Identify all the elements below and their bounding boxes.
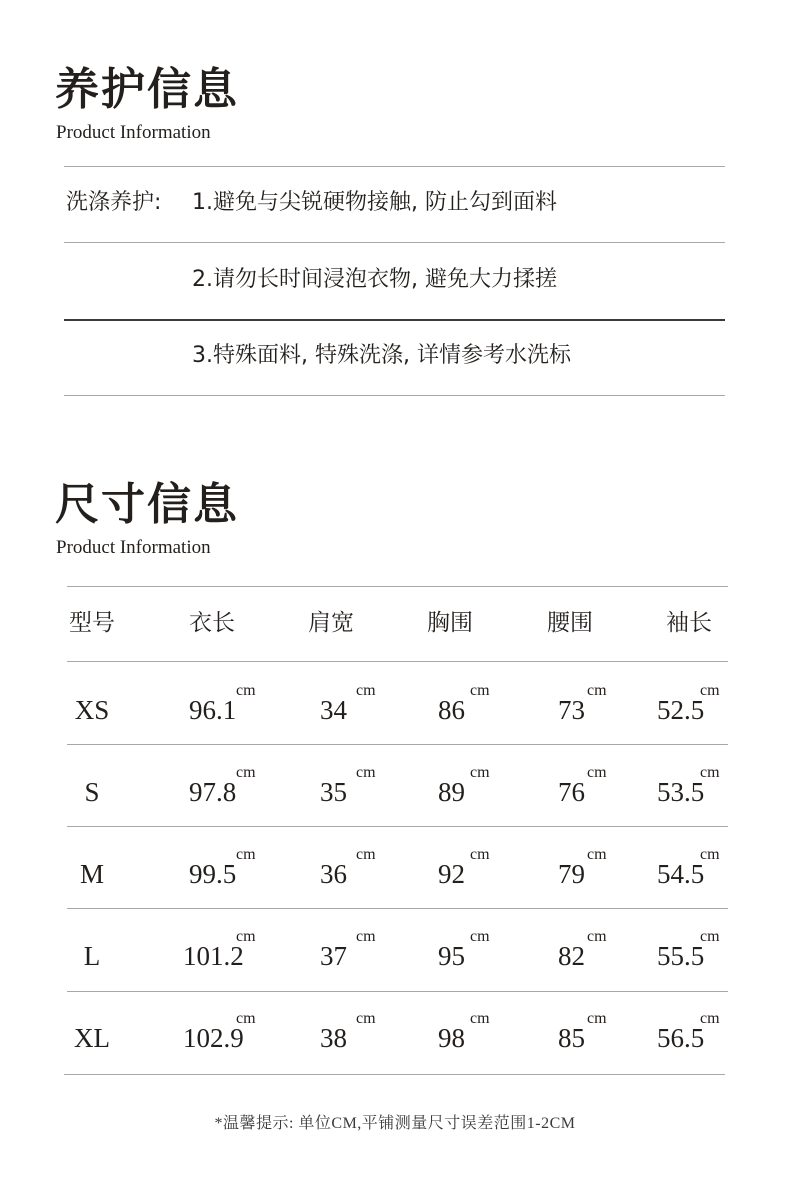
unit-label: cm xyxy=(236,764,256,781)
divider xyxy=(67,991,728,992)
divider xyxy=(64,242,725,243)
header-shoulder: 肩宽 xyxy=(308,610,354,636)
unit-label: cm xyxy=(236,928,256,945)
unit-label: cm xyxy=(587,846,607,863)
care-item-2: 2.请勿长时间浸泡衣物, 避免大力揉搓 xyxy=(192,267,557,292)
unit-label: cm xyxy=(356,1010,376,1027)
row-value: 53.5 xyxy=(657,777,705,807)
unit-label: cm xyxy=(587,682,607,699)
header-length: 衣长 xyxy=(189,610,235,636)
header-chest: 胸围 xyxy=(427,610,473,636)
unit-label: cm xyxy=(700,928,720,945)
row-value: 95 xyxy=(438,941,465,971)
unit-label: cm xyxy=(356,764,376,781)
care-section-title: 养护信息 xyxy=(55,64,239,115)
divider xyxy=(67,826,728,827)
row-value: 73 xyxy=(558,695,585,725)
row-value: 89 xyxy=(438,777,465,807)
row-value: 96.1 xyxy=(189,695,237,725)
care-item-1: 1.避免与尖锐硬物接触, 防止勾到面料 xyxy=(192,190,557,215)
unit-label: cm xyxy=(470,928,490,945)
size-section-title: 尺寸信息 xyxy=(55,479,239,530)
unit-label: cm xyxy=(236,846,256,863)
care-item-3: 3.特殊面料, 特殊洗涤, 详情参考水洗标 xyxy=(192,343,571,368)
unit-label: cm xyxy=(700,682,720,699)
unit-label: cm xyxy=(470,846,490,863)
row-value: 34 xyxy=(320,695,347,725)
row-value: 92 xyxy=(438,859,465,889)
row-value: 55.5 xyxy=(657,941,705,971)
divider xyxy=(67,908,728,909)
row-size: XS xyxy=(74,695,110,725)
unit-label: cm xyxy=(236,682,256,699)
row-value: 54.5 xyxy=(657,859,705,889)
unit-label: cm xyxy=(700,1010,720,1027)
care-section-subtitle: Product Information xyxy=(56,122,211,143)
row-value: 85 xyxy=(558,1023,585,1053)
measurement-note: *温馨提示: 单位CM,平铺测量尺寸误差范围1-2CM xyxy=(214,1115,576,1132)
row-value: 102.9 xyxy=(183,1023,244,1053)
size-section-subtitle: Product Information xyxy=(56,537,211,558)
unit-label: cm xyxy=(587,1010,607,1027)
header-waist: 腰围 xyxy=(547,610,593,636)
unit-label: cm xyxy=(700,846,720,863)
row-value: 86 xyxy=(438,695,465,725)
unit-label: cm xyxy=(587,928,607,945)
row-size: L xyxy=(83,941,101,971)
unit-label: cm xyxy=(470,682,490,699)
care-label: 洗涤养护: xyxy=(66,190,162,215)
row-size: XL xyxy=(74,1023,110,1053)
row-value: 101.2 xyxy=(183,941,244,971)
header-size: 型号 xyxy=(69,610,115,636)
divider xyxy=(67,744,728,745)
row-value: 82 xyxy=(558,941,585,971)
divider xyxy=(64,1074,725,1075)
unit-label: cm xyxy=(356,682,376,699)
row-value: 35 xyxy=(320,777,347,807)
unit-label: cm xyxy=(587,764,607,781)
row-value: 36 xyxy=(320,859,347,889)
row-value: 99.5 xyxy=(189,859,237,889)
row-value: 79 xyxy=(558,859,585,889)
divider xyxy=(67,661,728,662)
unit-label: cm xyxy=(356,928,376,945)
row-value: 76 xyxy=(558,777,585,807)
divider xyxy=(64,166,725,167)
header-sleeve: 袖长 xyxy=(666,610,712,636)
row-value: 52.5 xyxy=(657,695,705,725)
row-value: 38 xyxy=(320,1023,347,1053)
unit-label: cm xyxy=(700,764,720,781)
unit-label: cm xyxy=(470,764,490,781)
unit-label: cm xyxy=(356,846,376,863)
row-value: 98 xyxy=(438,1023,465,1053)
divider xyxy=(64,395,725,396)
table-top-border xyxy=(67,586,728,587)
row-value: 97.8 xyxy=(189,777,237,807)
divider xyxy=(64,319,725,321)
row-value: 56.5 xyxy=(657,1023,705,1053)
row-size: M xyxy=(79,859,104,889)
unit-label: cm xyxy=(236,1010,256,1027)
row-value: 37 xyxy=(320,941,347,971)
row-size: S xyxy=(84,777,100,807)
unit-label: cm xyxy=(470,1010,490,1027)
